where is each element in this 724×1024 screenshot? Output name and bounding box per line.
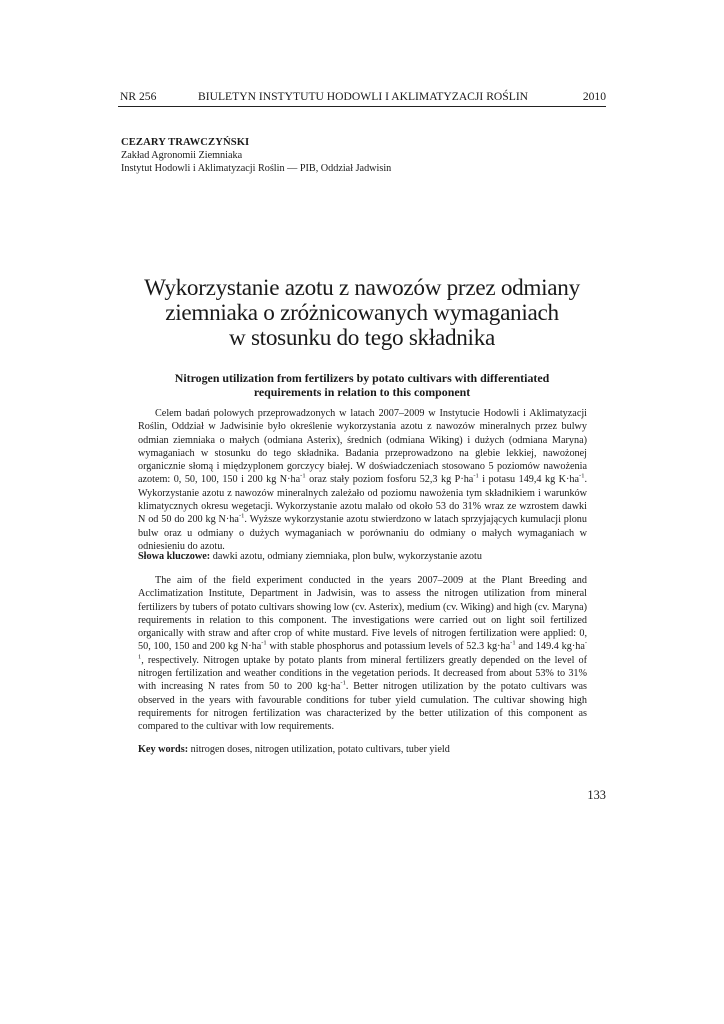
issue-number: NR 256 <box>120 90 157 103</box>
abstract-paragraph: Celem badań polowych przeprowadzonych w latach 2007–2009 w Instytucie Hodowli i Aklimatyzacji Roślin, Oddział w Jadwisinie było określenie wykorzystania azotu z nawozów mineralnych przez bulwy odmian ziemniaka o małych (odmiana Asterix), średnich (odmiana Wiking) i dużych (odmiana Maryna) wymaganiach w stosunku do tego składnika. Badania przeprowadzono na glebie lekkiej, nawożonej organicznie słomą i międzyplonem gorczycy białej. W doświadczeniach stosowano 5 poziomów nawożenia azotem: 0, 50, 100, 150 i 200 kg $N\cdot ha^{-1}$ oraz stały poziom fosforu 52,3 kg $P\cdot ha^{-1}$ i potasu 149,4 kg $K\cdot ha^{-1}$. Wykorzystanie azotu z nawozów mineralnych zależało od poziomu nawożenia tym składnikiem i warunków klimatycznych okresu wegetacji. Wykorzystanie azotu malało od około 53 do 31% wraz ze wzrostem dawki N od 50 do 200 kg $N\cdot ha^{-1}$. Wyższe wykorzystanie azotu stwierdzono w latach sprzyjających kumulacji plonu bulw oraz u odmiany o dużych wymaganiach w porównaniu do odmiany o małych wymaganiach w odniesieniu do azotu. <box>138 408 587 552</box>
title-line: Wykorzystanie azotu z nawozów przez odmiany <box>144 275 580 301</box>
abstract-polish <box>138 407 587 553</box>
title-line: Nitrogen utilization from fertilizers by potato cultivars with differentiated <box>174 371 550 385</box>
title-line: w stosunku do tego składnika <box>229 325 495 351</box>
running-head <box>118 90 606 106</box>
keywords-label: Key words: <box>138 744 189 755</box>
author-block <box>121 136 601 175</box>
keywords-polish <box>138 550 587 563</box>
journal-name: BIULETYN INSTYTUTU HODOWLI I AKLIMATYZACJI ROŚLIN <box>198 90 529 103</box>
header-rule <box>118 106 606 107</box>
abstract-paragraph: The aim of the field experiment conducted in the years 2007–2009 at the Plant Breeding and Acclimatization Institute, Department in Jadwisin, was to assess the nitrogen utilization from mineral fertilizers by tubers of potato cultivars showing low (cv. Asterix), medium (cv. Wiking) and high (cv. Maryna) requirements in relation to this component. The investigations were carried out on light soil fertilized organically with straw and after crop of white mustard. Five levels of nitrogen fertilization were applied: 0, 50, 100, 150 and 200 kg $N\cdot ha^{-1}$ with stable phosphorus and potassium levels of 52.3 $kg\cdot ha^{-1}$ and 149.4 $kg\cdot ha^{-1}$, respectively. Nitrogen uptake by potato plants from mineral fertilizers greatly depended on the level of nitrogen fertilization and weather conditions in the vegetation periods. It decreased from about 53% to 31% with increasing N rates from 50 to 200 $kg\cdot ha^{-1}$. Better nitrogen utilization by the potato cultivars was observed in the years with favourable conditions for tuber yield cumulation. The cultivar showing high requirements for nitrogen fertilization was characterized by the better utilization of this component as compared to the cultivar with low requirements. <box>138 575 588 733</box>
author-affiliation-institute: Instytut Hodowli i Aklimatyzacji Roślin — PIB, Oddział Jadwisin <box>121 163 392 174</box>
title-line: ziemniaka o zróżnicowanych wymaganiach <box>165 300 559 326</box>
author-name: CEZARY TRAWCZYŃSKI <box>121 137 250 148</box>
title-line: requirements in relation to this component <box>253 385 471 399</box>
keywords-label: Słowa kluczowe: <box>138 551 211 562</box>
article-title-english <box>120 371 604 399</box>
keywords-english <box>138 743 587 756</box>
author-affiliation-department: Zakład Agronomii Ziemniaka <box>121 150 243 161</box>
keywords-text: dawki azotu, odmiany ziemniaka, plon bulw, wykorzystanie azotu <box>210 551 482 562</box>
publication-year: 2010 <box>582 90 606 103</box>
keywords-text: nitrogen doses, nitrogen utilization, potato cultivars, tuber yield <box>188 744 450 755</box>
abstract-english <box>138 574 587 734</box>
article-title-polish <box>100 276 624 351</box>
page-number: 133 <box>587 788 606 802</box>
